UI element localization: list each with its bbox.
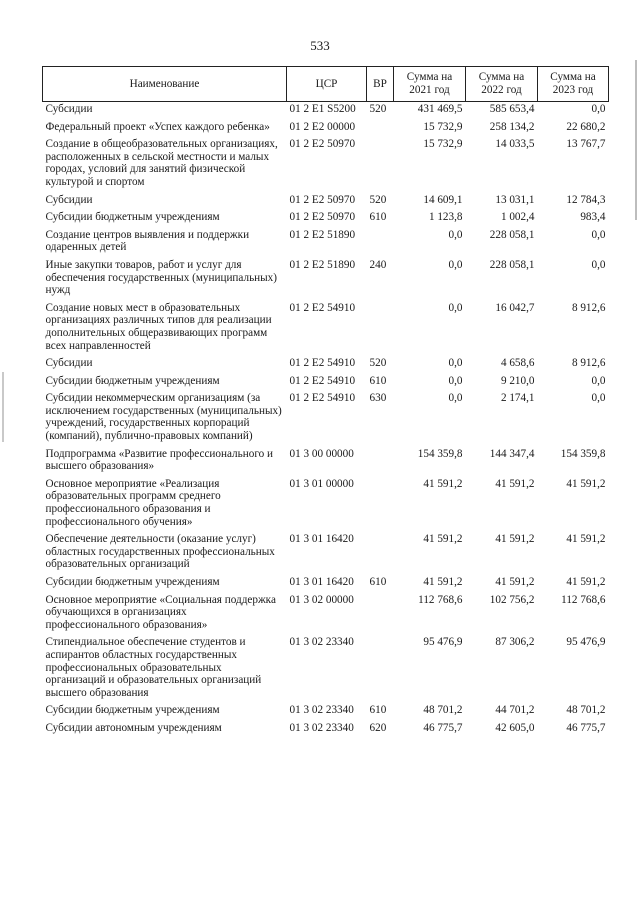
row-csr-code: 01 2 E1 S5200 xyxy=(289,103,356,115)
table-row xyxy=(43,258,609,301)
row-sum-2023: 95 476,9 xyxy=(566,636,606,649)
row-sum-2021: 95 476,9 xyxy=(423,636,463,649)
scan-edge-mark xyxy=(635,60,637,220)
table-row xyxy=(43,575,609,593)
row-name: Создание в общеобразовательных организациях, расположенных в сельской местности и малых городах, условий для занятий физической культурой и спортом xyxy=(45,138,278,188)
row-vr-code xyxy=(367,477,394,532)
table-row xyxy=(43,721,609,739)
row-name: Создание новых мест в образовательных организациях различных типов для реализации дополнительных общеразвивающих программ всех направленностей xyxy=(45,301,272,352)
row-csr-code: 01 3 02 23340 xyxy=(289,721,354,734)
row-sum-2022: 1 002,4 xyxy=(500,211,535,224)
row-csr-code: 01 3 02 23340 xyxy=(289,704,354,717)
row-sum-2022: 258 134,2 xyxy=(489,120,535,133)
row-csr-code: 01 2 E2 50970 xyxy=(289,211,356,224)
row-name: Создание центров выявления и поддержки одаренных детей xyxy=(45,228,250,254)
row-name: Субсидии бюджетным учреждениям xyxy=(45,374,220,387)
budget-table xyxy=(42,66,609,739)
row-name: Субсидии бюджетным учреждениям xyxy=(45,576,220,588)
row-vr-code: 610 xyxy=(369,211,387,224)
row-sum-2023: 0,0 xyxy=(591,374,606,387)
row-sum-2022: 16 042,7 xyxy=(495,301,535,314)
row-sum-2023: 0,0 xyxy=(591,228,606,241)
row-sum-2023: 41 591,2 xyxy=(566,576,606,588)
row-csr-code: 01 2 E2 50970 xyxy=(289,193,356,206)
row-sum-2022: 42 605,0 xyxy=(495,721,535,734)
row-sum-2022: 87 306,2 xyxy=(495,636,535,649)
table-row xyxy=(43,228,609,258)
row-sum-2022: 585 653,4 xyxy=(489,103,535,115)
row-csr-code: 01 3 01 00000 xyxy=(289,477,354,490)
row-csr-code: 01 3 02 00000 xyxy=(289,593,354,606)
row-csr-code: 01 2 E2 50970 xyxy=(289,138,356,151)
table-row xyxy=(43,703,609,721)
header-sum-2022: Сумма на 2022 год xyxy=(466,67,538,102)
row-vr-code: 610 xyxy=(369,576,387,588)
row-vr-code xyxy=(367,635,394,703)
row-name: Подпрограмма «Развитие профессионального и высшего образования» xyxy=(45,447,274,473)
row-sum-2022: 44 701,2 xyxy=(495,704,535,717)
row-name: Иные закупки товаров, работ и услуг для обеспечения государственных (муниципальных) нужд xyxy=(45,258,277,297)
row-csr-code: 01 2 E2 51890 xyxy=(289,258,356,271)
table-row xyxy=(43,301,609,356)
row-csr-code: 01 3 02 23340 xyxy=(289,636,354,649)
row-sum-2022: 102 756,2 xyxy=(489,593,535,606)
row-sum-2021: 0,0 xyxy=(448,258,463,271)
row-vr-code xyxy=(367,137,394,192)
row-name: Основное мероприятие «Социальная поддержка обучающихся в организациях профессионального образования» xyxy=(45,593,276,631)
table-row xyxy=(43,210,609,228)
row-vr-code: 630 xyxy=(369,392,387,405)
row-vr-code: 620 xyxy=(369,721,387,734)
table-row xyxy=(43,593,609,636)
row-name: Стипендиальное обеспечение студентов и аспирантов областных государственных профессиональных образовательных организаций и образовательных организаций высшего образования xyxy=(45,636,262,699)
table-body xyxy=(43,102,609,739)
header-name: Наименование xyxy=(43,67,287,102)
row-sum-2021: 0,0 xyxy=(448,374,463,387)
row-sum-2022: 144 347,4 xyxy=(489,447,535,460)
row-sum-2021: 15 732,9 xyxy=(423,120,463,133)
row-sum-2023: 0,0 xyxy=(591,392,606,405)
row-name: Федеральный проект «Успех каждого ребенка» xyxy=(45,120,270,133)
row-sum-2023: 112 768,6 xyxy=(561,593,606,606)
row-sum-2022: 41 591,2 xyxy=(495,477,535,490)
row-vr-code: 610 xyxy=(369,704,387,717)
row-sum-2021: 1 123,8 xyxy=(428,211,463,224)
row-vr-code: 520 xyxy=(369,193,387,206)
header-sum-2021: Сумма на 2021 год xyxy=(394,67,466,102)
row-sum-2023: 983,4 xyxy=(580,211,606,224)
header-vr: ВР xyxy=(367,67,394,102)
row-name: Субсидии xyxy=(45,103,93,115)
row-sum-2023: 41 591,2 xyxy=(566,533,606,546)
row-sum-2023: 8 912,6 xyxy=(571,301,606,314)
row-sum-2023: 8 912,6 xyxy=(571,357,606,370)
table-row xyxy=(43,374,609,392)
row-name: Субсидии некоммерческим организациям (за исключением государственных (муниципальных) учреждений, государственных корпораций (компаний), публично-правовых компаний) xyxy=(45,392,282,443)
row-sum-2022: 228 058,1 xyxy=(489,228,535,241)
row-sum-2021: 46 775,7 xyxy=(423,721,463,734)
row-vr-code xyxy=(367,532,394,575)
row-sum-2023: 154 359,8 xyxy=(560,447,606,460)
row-sum-2021: 15 732,9 xyxy=(423,138,463,151)
row-csr-code: 01 3 01 16420 xyxy=(289,533,354,546)
row-name: Обеспечение деятельности (оказание услуг) областных государственных профессиональных образовательных организаций xyxy=(45,533,275,571)
row-sum-2022: 14 033,5 xyxy=(495,138,535,151)
row-csr-code: 01 3 01 16420 xyxy=(289,576,354,588)
row-sum-2021: 41 591,2 xyxy=(423,533,463,546)
row-vr-code xyxy=(367,593,394,636)
row-vr-code: 610 xyxy=(369,374,387,387)
row-csr-code: 01 2 E2 54910 xyxy=(289,374,356,387)
row-sum-2021: 0,0 xyxy=(448,301,463,314)
page-number: 533 xyxy=(310,38,330,53)
table-row xyxy=(43,137,609,192)
row-sum-2021: 0,0 xyxy=(448,357,463,370)
row-vr-code xyxy=(367,120,394,138)
row-sum-2023: 13 767,7 xyxy=(566,138,606,151)
row-sum-2021: 41 591,2 xyxy=(423,477,463,490)
row-csr-code: 01 2 E2 54910 xyxy=(289,301,356,314)
table-row xyxy=(43,356,609,374)
table-row xyxy=(43,391,609,446)
row-name: Субсидии автономным учреждениям xyxy=(45,721,222,734)
table-row xyxy=(43,635,609,703)
row-sum-2021: 112 768,6 xyxy=(418,593,463,606)
row-vr-code: 240 xyxy=(369,258,387,271)
row-vr-code xyxy=(367,301,394,356)
row-sum-2021: 0,0 xyxy=(448,392,463,405)
row-sum-2021: 14 609,1 xyxy=(423,193,463,206)
row-vr-code xyxy=(367,447,394,477)
row-sum-2023: 12 784,3 xyxy=(566,193,606,206)
row-sum-2022: 9 210,0 xyxy=(500,374,535,387)
row-vr-code: 520 xyxy=(369,357,387,370)
row-csr-code: 01 2 E2 54910 xyxy=(289,357,356,370)
table-header-row xyxy=(43,67,609,102)
row-sum-2022: 41 591,2 xyxy=(495,533,535,546)
row-sum-2022: 2 174,1 xyxy=(500,392,535,405)
row-sum-2022: 41 591,2 xyxy=(495,576,535,588)
table-row xyxy=(43,532,609,575)
row-name: Субсидии бюджетным учреждениям xyxy=(45,211,220,224)
table-row xyxy=(43,447,609,477)
scan-edge-mark xyxy=(2,372,4,442)
row-name: Субсидии бюджетным учреждениям xyxy=(45,704,220,717)
row-sum-2022: 4 658,6 xyxy=(500,357,535,370)
table-row xyxy=(43,477,609,532)
row-sum-2021: 431 469,5 xyxy=(417,103,463,115)
row-name: Субсидии xyxy=(45,193,93,206)
table-row xyxy=(43,120,609,138)
table-row xyxy=(43,193,609,211)
row-vr-code: 520 xyxy=(369,103,387,115)
row-csr-code: 01 2 E2 51890 xyxy=(289,228,356,241)
row-sum-2023: 0,0 xyxy=(591,258,606,271)
row-sum-2021: 41 591,2 xyxy=(423,576,463,588)
row-sum-2023: 46 775,7 xyxy=(566,721,606,734)
row-name: Основное мероприятие «Реализация образовательных программ среднего профессионального образования и профессионального обучения» xyxy=(45,477,221,528)
row-sum-2021: 154 359,8 xyxy=(417,447,463,460)
row-sum-2022: 228 058,1 xyxy=(489,258,535,271)
table-row xyxy=(43,102,609,120)
row-csr-code: 01 2 E2 00000 xyxy=(289,120,356,133)
row-csr-code: 01 3 00 00000 xyxy=(289,447,354,460)
row-vr-code xyxy=(367,228,394,258)
row-csr-code: 01 2 E2 54910 xyxy=(289,392,356,405)
row-sum-2023: 22 680,2 xyxy=(566,120,606,133)
row-sum-2023: 41 591,2 xyxy=(566,477,606,490)
row-sum-2021: 0,0 xyxy=(448,228,463,241)
row-sum-2021: 48 701,2 xyxy=(423,704,463,717)
header-sum-2023: Сумма на 2023 год xyxy=(538,67,609,102)
row-sum-2022: 13 031,1 xyxy=(495,193,535,206)
row-sum-2023: 0,0 xyxy=(591,103,606,115)
row-name: Субсидии xyxy=(45,357,93,370)
row-sum-2023: 48 701,2 xyxy=(566,704,606,717)
header-csr: ЦСР xyxy=(287,67,367,102)
